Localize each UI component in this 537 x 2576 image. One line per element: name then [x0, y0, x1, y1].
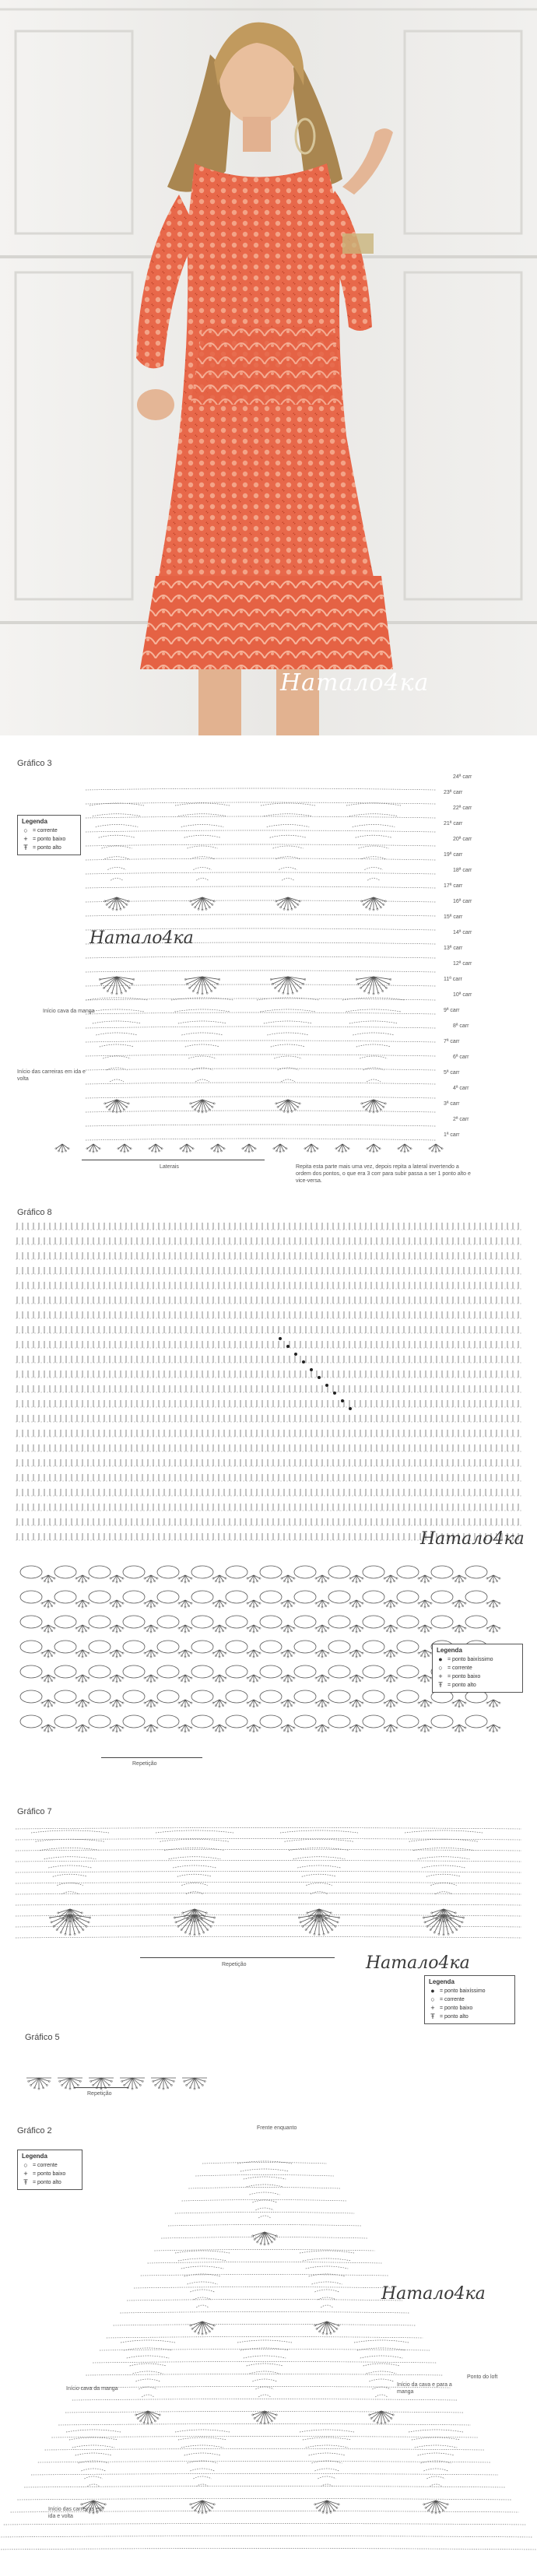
chart-5-section — [0, 2023, 537, 2109]
chart-7-section — [0, 1798, 537, 2031]
row-label: 15ª carr — [444, 914, 463, 920]
chart-7-legend — [424, 1975, 515, 2024]
chart-3-stitch-diagram — [0, 743, 537, 1195]
legend-item: + = ponto baixo — [437, 1672, 518, 1681]
chart-7-watermark: Натало4ка — [366, 1953, 470, 1973]
legend-item: + = ponto baixo — [22, 835, 76, 844]
row-label: 18ª carr — [453, 868, 472, 873]
slip-stitch-symbol-icon: ● — [438, 1655, 443, 1663]
row-label: 14ª carr — [453, 930, 472, 935]
double-crochet-symbol-icon: Ŧ — [438, 1681, 443, 1689]
chart-8-watermark: Натало4ка — [420, 1529, 525, 1549]
chart-2-top-label: Frente enquanto — [257, 2125, 297, 2131]
chart-5-bottom-bar — [74, 2087, 128, 2088]
chart-3-note: Repita esta parte mais uma vez, depois repita a lateral invertendo a ordem dos pontos, o que era 3 corr para subir passa a ser 1 ponto alto e vice-versa. — [296, 1164, 471, 1184]
row-label: 9ª carr — [444, 1008, 460, 1013]
chart-3-bottom-label: Laterais — [160, 1164, 179, 1170]
legend-item: ○ = corrente — [22, 826, 76, 835]
legend-item: ● = ponto baixíssimo — [429, 1987, 511, 1995]
row-label: 24ª carr — [453, 774, 472, 780]
label-rows-start: Início das carreiras em ida e volta — [48, 2507, 104, 2519]
chart-7-pineapple-row — [16, 1828, 521, 1939]
chart-3-section — [0, 743, 537, 1195]
legend-item: ○ = corrente — [22, 2161, 78, 2170]
label-sleeve-start: Início cava da manga — [66, 2386, 118, 2392]
single-crochet-symbol-icon: + — [430, 2004, 435, 2012]
chart-7-bottom-bar — [140, 1957, 335, 1958]
chart-3-pineapple-motifs — [55, 788, 443, 1153]
chart-2-watermark: Натало4ка — [381, 2284, 486, 2304]
chain-symbol-icon: ○ — [430, 1995, 435, 2003]
row-label: 7ª carr — [444, 1039, 460, 1044]
chart-8-bottom-bar — [101, 1757, 202, 1758]
chart-5-stitch-diagram — [0, 2023, 537, 2109]
row-label: 11ª carr — [444, 977, 462, 982]
chart-2-legend — [17, 2150, 82, 2190]
legend-item: + = ponto baixo — [22, 2170, 78, 2178]
legend-item: Ŧ = ponto alto — [437, 1681, 518, 1690]
legend-title: Legenda — [22, 818, 47, 825]
chart-3-title: Gráfico 3 — [17, 759, 52, 768]
chart-8-stitch-diagram — [0, 1199, 537, 1790]
row-label: 1ª carr — [444, 1132, 460, 1138]
chart-8-title: Gráfico 8 — [17, 1208, 52, 1217]
row-label: 3ª carr — [444, 1101, 460, 1107]
double-crochet-symbol-icon: Ŧ — [23, 2178, 28, 2186]
label-rows-start: Início das carreiras em ida e volta — [17, 1069, 86, 1082]
double-crochet-symbol-icon: Ŧ — [23, 844, 28, 851]
row-label: 17ª carr — [444, 883, 463, 889]
chart-7-title: Gráfico 7 — [17, 1807, 52, 1816]
model-in-crochet-dress-image — [0, 0, 537, 735]
legend-item: Ŧ = ponto alto — [429, 2013, 511, 2021]
row-label: 5ª carr — [444, 1070, 460, 1076]
chart-8-legend — [432, 1644, 523, 1693]
chart-3-legend — [17, 815, 81, 855]
row-label: 20ª carr — [453, 837, 472, 842]
legend-item: ○ = corrente — [437, 1664, 518, 1672]
legend-title: Legenda — [429, 1978, 455, 1985]
legend-item: Ŧ = ponto alto — [22, 2178, 78, 2187]
product-photo — [0, 0, 537, 735]
row-label: 13ª carr — [444, 946, 463, 951]
row-label: 6ª carr — [453, 1055, 469, 1060]
row-label: 4ª carr — [453, 1086, 469, 1091]
row-label: 22ª carr — [453, 805, 472, 811]
single-crochet-symbol-icon: + — [23, 2170, 28, 2178]
legend-item: + = ponto baixo — [429, 2004, 511, 2013]
legend-item: ● = ponto baixíssimo — [437, 1655, 518, 1664]
chart-3-watermark: Натало4ка — [90, 928, 194, 948]
chain-symbol-icon: ○ — [23, 826, 28, 834]
legend-title: Legenda — [22, 2153, 47, 2160]
double-crochet-symbol-icon: Ŧ — [430, 2013, 435, 2020]
row-label: 2ª carr — [453, 1117, 469, 1122]
chart-2-section — [0, 2117, 537, 2576]
label-loft-point: Ponto do loft — [467, 2374, 498, 2380]
row-label: 19ª carr — [444, 852, 463, 858]
label-armhole-start: Início da cava e para a manga — [397, 2382, 452, 2395]
chart-7-bottom-label: Repetição — [222, 1962, 247, 1967]
row-label: 10ª carr — [453, 992, 472, 998]
row-label: 8ª carr — [453, 1023, 469, 1029]
chain-symbol-icon: ○ — [23, 2161, 28, 2169]
legend-title: Legenda — [437, 1647, 462, 1654]
watermark-text: Натало4ка — [280, 669, 430, 697]
row-label: 16ª carr — [453, 899, 472, 904]
chart-8-section — [0, 1199, 537, 1790]
single-crochet-symbol-icon: + — [23, 835, 28, 843]
slip-stitch-symbol-icon: ● — [430, 1987, 435, 1995]
chart-2-title: Gráfico 2 — [17, 2126, 52, 2136]
chain-symbol-icon: ○ — [438, 1664, 443, 1672]
chart-8-bottom-label: Repetição — [132, 1761, 157, 1767]
legend-item: ○ = corrente — [429, 1995, 511, 2004]
row-label: 21ª carr — [444, 821, 463, 826]
chart-5-title: Gráfico 5 — [25, 2033, 60, 2042]
single-crochet-symbol-icon: + — [438, 1672, 443, 1680]
chart-2-pineapple-motifs — [0, 2161, 537, 2550]
chart-5-bottom-label: Repetição — [87, 2091, 112, 2097]
row-label: 12ª carr — [453, 961, 472, 967]
legend-item: Ŧ = ponto alto — [22, 844, 76, 852]
row-label: 23ª carr — [444, 790, 463, 795]
label-sleeve-start: Início cava da manga — [43, 1009, 95, 1014]
